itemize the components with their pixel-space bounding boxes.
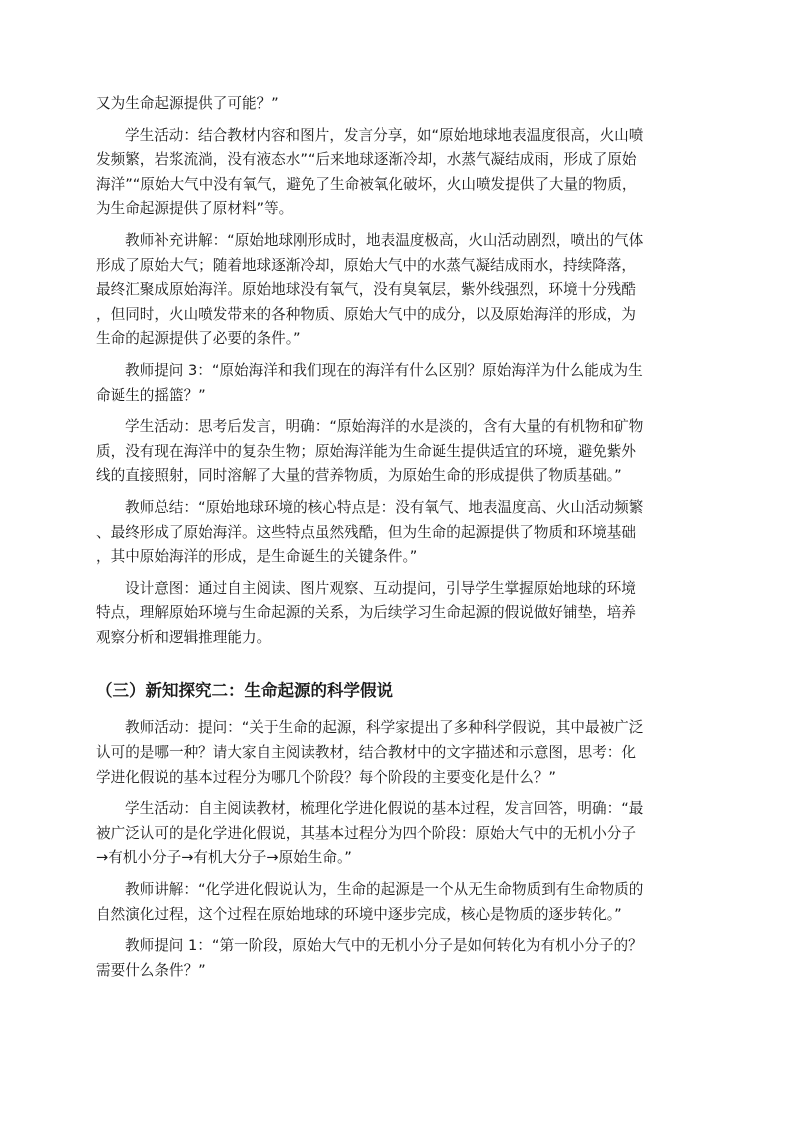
paragraph-line: 发频繁，岩浆流淌，没有液态水”“后来地球逐渐冷却，水蒸气凝结成雨，形成了原始 [96, 151, 637, 169]
paragraph [96, 229, 698, 352]
paragraph-line: ，但同时，火山喷发带来的各种物质、原始大气中的成分，以及原始海洋的形成，为 [96, 305, 636, 323]
paragraph-line: 学生活动：思考后发言，明确：“原始海洋的水是淡的，含有大量的有机物和矿物 [125, 418, 644, 436]
paragraph-line: 设计意图：通过自主阅读、图片观察、互动提问，引导学生掌握原始地球的环境 [125, 579, 636, 597]
paragraph-line: 线的直接照射，同时溶解了大量的营养物质，为原始生命的形成提供了物质基础。” [96, 467, 622, 485]
paragraph-line: 自然演化过程，这个过程在原始地球的环境中逐步完成，核心是物质的逐步转化。” [96, 905, 622, 923]
paragraph-line: 学进化假说的基本过程分为哪几个阶段？每个阶段的主要变化是什么？” [96, 768, 556, 786]
paragraph [96, 415, 698, 489]
document-page [96, 92, 698, 990]
paragraph [96, 124, 698, 222]
body-text-after [96, 716, 698, 983]
paragraph-line: 教师活动：提问：“关于生命的起源，科学家提出了多种科学假说，其中最被广泛 [125, 719, 644, 737]
paragraph-line: 被广泛认可的是化学进化假说，其基本过程分为四个阶段：原始大气中的无机小分子 [96, 824, 636, 842]
paragraph-line: 教师补充讲解：“原始地球刚形成时，地表温度极高，火山活动剧烈，喷出的气体 [125, 231, 644, 249]
paragraph [96, 716, 698, 790]
paragraph [96, 797, 698, 871]
paragraph-line: 海洋”“原始大气中没有氧气，避免了生命被氧化破坏，火山喷发提供了大量的物质， [96, 175, 637, 193]
paragraph-line: →有机小分子→有机大分子→原始生命。” [96, 849, 352, 867]
paragraph-line: 学生活动：自主阅读教材，梳理化学进化假说的基本过程，发言回答，明确：“最 [125, 800, 644, 818]
paragraph-line: 教师总结：“原始地球环境的核心特点是：没有氧气、地表温度高、火山活动频繁 [125, 498, 644, 516]
paragraph-line: 生命的起源提供了必要的条件。” [96, 330, 301, 348]
body-text-before [96, 92, 698, 650]
paragraph-line: 为生命起源提供了原材料”等。 [96, 200, 294, 218]
paragraph-line: 又为生命起源提供了可能？” [96, 95, 279, 112]
paragraph-line: 认可的是哪一种？请大家自主阅读教材，结合教材中的文字描述和示意图，思考：化 [96, 744, 636, 762]
paragraph [96, 878, 698, 927]
paragraph-line: 最终汇聚成原始海洋。原始地球没有氧气，没有臭氧层，紫外线强烈，环境十分残酷 [96, 281, 636, 299]
paragraph [96, 577, 698, 651]
paragraph-line: 教师提问 3：“原始海洋和我们现在的海洋有什么区别？原始海洋为什么能成为生 [125, 361, 643, 379]
paragraph-line: 形成了原始大气；随着地球逐渐冷却，原始大气中的水蒸气凝结成雨水，持续降落， [96, 256, 636, 274]
paragraph-line: 学生活动：结合教材内容和图片，发言分享，如“原始地球地表温度很高，火山喷 [125, 126, 644, 144]
paragraph-line: 需要什么条件？” [96, 961, 206, 979]
paragraph [96, 934, 698, 983]
paragraph [96, 92, 698, 117]
paragraph-line: 、最终形成了原始海洋。这些特点虽然残酷，但为生命的起源提供了物质和环境基础 [96, 523, 636, 541]
paragraph-line: 教师提问 1：“第一阶段，原始大气中的无机小分子是如何转化为有机小分子的？ [125, 937, 643, 955]
paragraph-line: 观察分析和逻辑推理能力。 [96, 628, 272, 646]
paragraph-line: 教师讲解：“化学进化假说认为，生命的起源是一个从无生命物质到有生命物质的 [125, 881, 644, 899]
section-heading: （三）新知探究二：生命起源的科学假说 [96, 681, 393, 701]
paragraph-line: 质，没有现在海洋中的复杂生物；原始海洋能为生命诞生提供适宜的环境，避免紫外 [96, 442, 636, 460]
paragraph [96, 496, 698, 570]
paragraph-line: 特点，理解原始环境与生命起源的关系，为后续学习生命起源的假说做好铺垫，培养 [96, 604, 636, 622]
paragraph-line: ，其中原始海洋的形成，是生命诞生的关键条件。” [96, 548, 418, 566]
paragraph [96, 359, 698, 408]
paragraph-line: 命诞生的摇篮？” [96, 386, 206, 404]
